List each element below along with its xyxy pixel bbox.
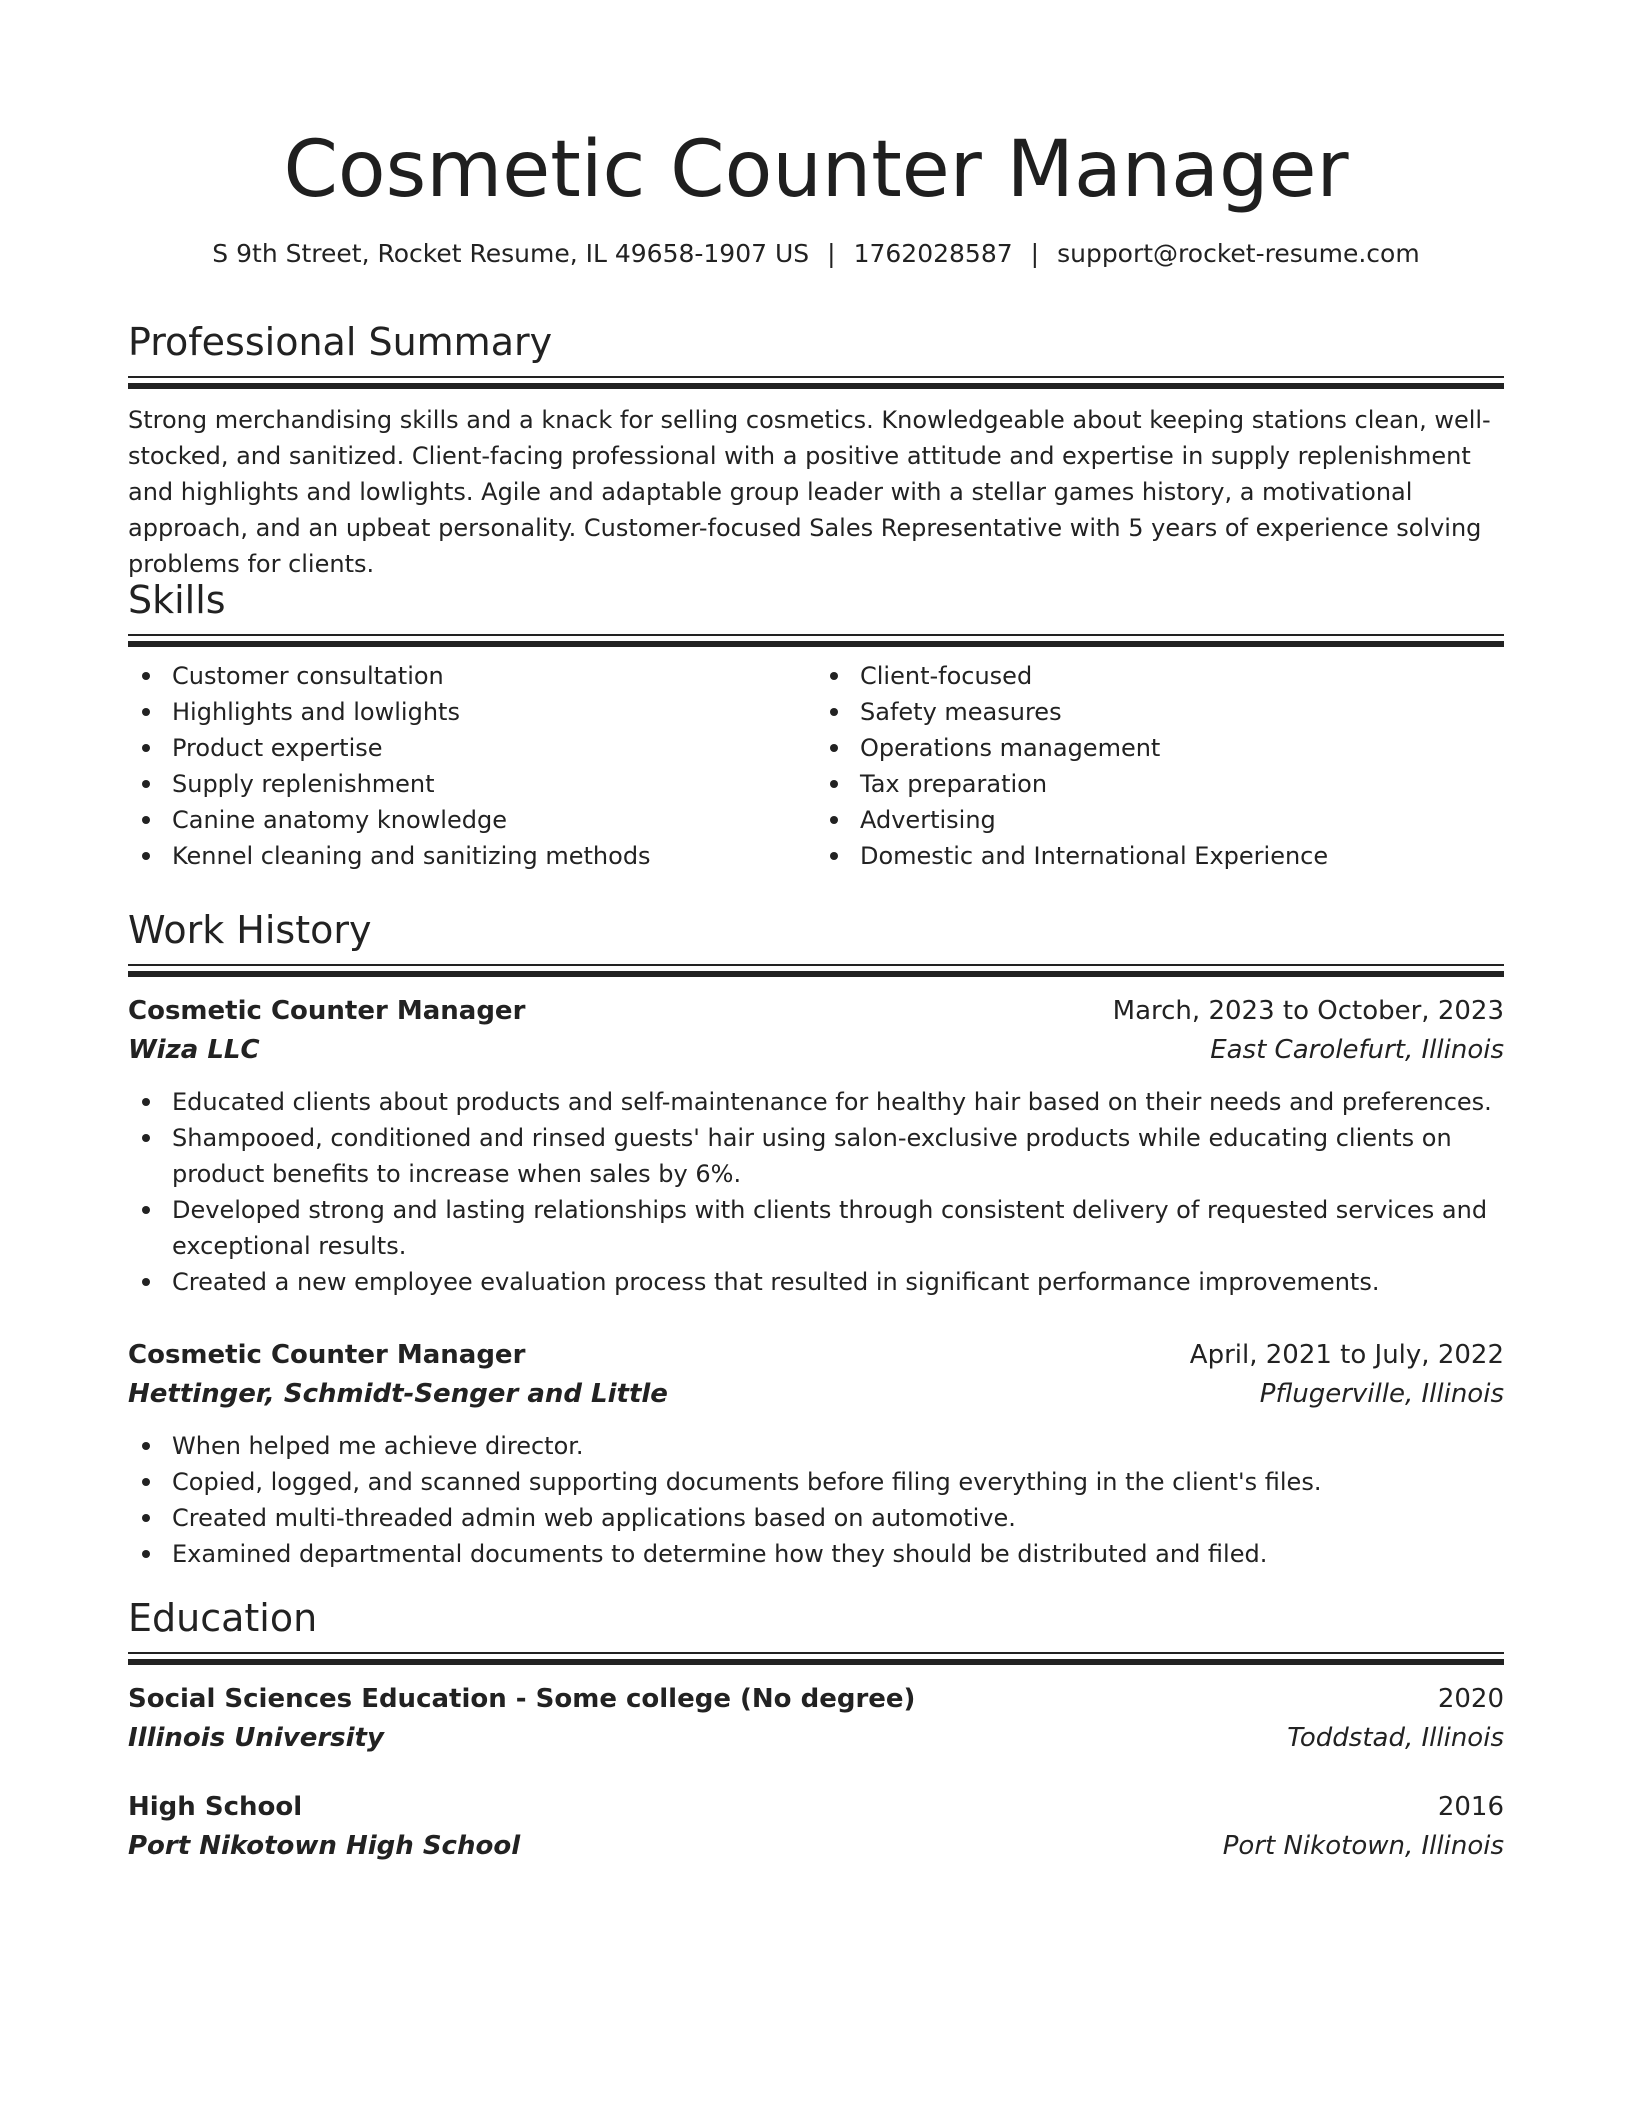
bullet-icon (142, 816, 150, 824)
job-title: Cosmetic Counter Manager (128, 996, 526, 1026)
skill-item (172, 658, 816, 694)
bullet-text: When helped me achieve director. (172, 1432, 584, 1460)
skill-item (860, 694, 1504, 730)
list-item (128, 1192, 1504, 1264)
bullet-icon (142, 1478, 150, 1486)
education-entry (128, 1680, 1504, 1758)
job-bullets (128, 1428, 1504, 1572)
list-item (128, 1536, 1504, 1572)
section-title-skills: Skills (128, 578, 226, 622)
education-school: Port Nikotown High School (128, 1831, 521, 1861)
bullet-icon (830, 780, 838, 788)
job-location: Pflugerville, Illinois (1259, 1379, 1504, 1409)
skill-item (172, 730, 816, 766)
resume-title: Cosmetic Counter Manager (283, 125, 1349, 215)
skill-label: Safety measures (860, 698, 1062, 726)
bullet-icon (142, 852, 150, 860)
skill-item (860, 838, 1504, 874)
skill-item (860, 802, 1504, 838)
list-item (128, 1264, 1504, 1300)
bullet-icon (142, 1134, 150, 1142)
education-degree: High School (128, 1792, 303, 1822)
section-education (128, 1594, 1504, 1866)
bullet-text: Created a new employee evaluation process that resulted in significant performance improvements. (172, 1268, 1380, 1296)
education-school-row (128, 1826, 1504, 1866)
bullet-icon (142, 1442, 150, 1450)
skill-item (172, 838, 816, 874)
education-degree: Social Sciences Education - Some college (No degree) (128, 1684, 916, 1714)
education-school-row (128, 1718, 1504, 1758)
skills-list-left (128, 658, 816, 874)
section-title-work: Work History (128, 908, 372, 952)
list-item (128, 1500, 1504, 1536)
job-header-row (128, 1336, 1504, 1374)
bullet-icon (830, 672, 838, 680)
skill-label: Supply replenishment (172, 770, 435, 798)
bullet-text: Educated clients about products and self-maintenance for healthy hair based on their needs and preferences. (172, 1088, 1492, 1116)
section-divider (128, 634, 1504, 648)
skill-item (860, 658, 1504, 694)
bullet-text: Developed strong and lasting relationships with clients through consistent delivery of requested services and exceptional results. (172, 1196, 1488, 1260)
section-work-history (128, 906, 1504, 1572)
job-title: Cosmetic Counter Manager (128, 1340, 526, 1370)
education-year: 2020 (1437, 1684, 1504, 1714)
contact-separator: | (1030, 239, 1040, 268)
skill-item (860, 766, 1504, 802)
summary-text: Strong merchandising skills and a knack for selling cosmetics. Knowledgeable about keeping stations clean, well-stocked, and sanitized. Client-facing professional with a positive attitude and expertise in supply replenishment and highlights and lowlights. Agile and adaptable group leader with a stellar games history, a motivational approach, and an upbeat personality. Customer-focused Sales Representative with 5 years of experience solving problems for clients. (128, 406, 1491, 578)
section-title-summary: Professional Summary (128, 320, 553, 364)
skill-item (860, 730, 1504, 766)
bullet-icon (142, 708, 150, 716)
education-header-row (128, 1788, 1504, 1826)
job-entry (128, 992, 1504, 1300)
job-bullets (128, 1084, 1504, 1300)
skill-label: Customer consultation (172, 662, 444, 690)
skill-label: Tax preparation (860, 770, 1048, 798)
skill-label: Client-focused (860, 662, 1033, 690)
skill-label: Highlights and lowlights (172, 698, 460, 726)
job-location: East Carolefurt, Illinois (1210, 1035, 1504, 1065)
list-item (128, 1120, 1504, 1192)
bullet-text: Shampooed, conditioned and rinsed guests' hair using salon-exclusive products while educating clients on product benefits to increase when sales by 6%. (172, 1124, 1452, 1188)
list-item (128, 1084, 1504, 1120)
education-school: Illinois University (128, 1723, 384, 1753)
education-header-row (128, 1680, 1504, 1718)
skill-label: Domestic and International Experience (860, 842, 1329, 870)
bullet-text: Examined departmental documents to determine how they should be distributed and filed. (172, 1540, 1268, 1568)
section-divider (128, 964, 1504, 978)
job-company-row (128, 1374, 1504, 1414)
bullet-text: Copied, logged, and scanned supporting documents before filing everything in the client's files. (172, 1468, 1322, 1496)
skill-label: Advertising (860, 806, 996, 834)
skill-label: Kennel cleaning and sanitizing methods (172, 842, 651, 870)
contact-phone: 1762028587 (853, 239, 1013, 268)
contact-email: support@rocket-resume.com (1057, 239, 1420, 268)
skills-columns (128, 658, 1504, 874)
skill-item (172, 802, 816, 838)
education-location: Port Nikotown, Illinois (1222, 1831, 1504, 1861)
job-dates: April, 2021 to July, 2022 (1189, 1340, 1504, 1370)
section-skills (128, 576, 1504, 874)
list-item (128, 1428, 1504, 1464)
bullet-icon (142, 1206, 150, 1214)
bullet-icon (830, 852, 838, 860)
job-dates: March, 2023 to October, 2023 (1112, 996, 1504, 1026)
bullet-icon (830, 816, 838, 824)
skill-item (172, 694, 816, 730)
education-year: 2016 (1437, 1792, 1504, 1822)
contact-separator: | (827, 239, 836, 268)
bullet-icon (142, 1514, 150, 1522)
bullet-icon (142, 1098, 150, 1106)
section-divider (128, 376, 1504, 390)
skill-label: Canine anatomy knowledge (172, 806, 507, 834)
job-entry (128, 1336, 1504, 1572)
bullet-icon (142, 780, 150, 788)
skill-label: Product expertise (172, 734, 383, 762)
bullet-icon (830, 744, 838, 752)
education-entry (128, 1788, 1504, 1866)
section-title-education: Education (128, 1596, 318, 1640)
skill-label: Operations management (860, 734, 1161, 762)
section-divider (128, 1652, 1504, 1666)
education-location: Toddstad, Illinois (1287, 1723, 1504, 1753)
bullet-icon (142, 1550, 150, 1558)
job-company-row (128, 1030, 1504, 1070)
section-summary (128, 318, 1504, 582)
job-header-row (128, 992, 1504, 1030)
bullet-icon (142, 1278, 150, 1286)
list-item (128, 1464, 1504, 1500)
job-company: Hettinger, Schmidt-Senger and Little (128, 1379, 668, 1409)
skill-item (172, 766, 816, 802)
bullet-text: Created multi-threaded admin web applications based on automotive. (172, 1504, 1016, 1532)
contact-address: S 9th Street, Rocket Resume, IL 49658-1907 US (212, 239, 810, 268)
bullet-icon (830, 708, 838, 716)
job-company: Wiza LLC (128, 1035, 260, 1065)
contact-line (128, 236, 1504, 272)
skills-list-right (816, 658, 1504, 874)
bullet-icon (142, 672, 150, 680)
bullet-icon (142, 744, 150, 752)
